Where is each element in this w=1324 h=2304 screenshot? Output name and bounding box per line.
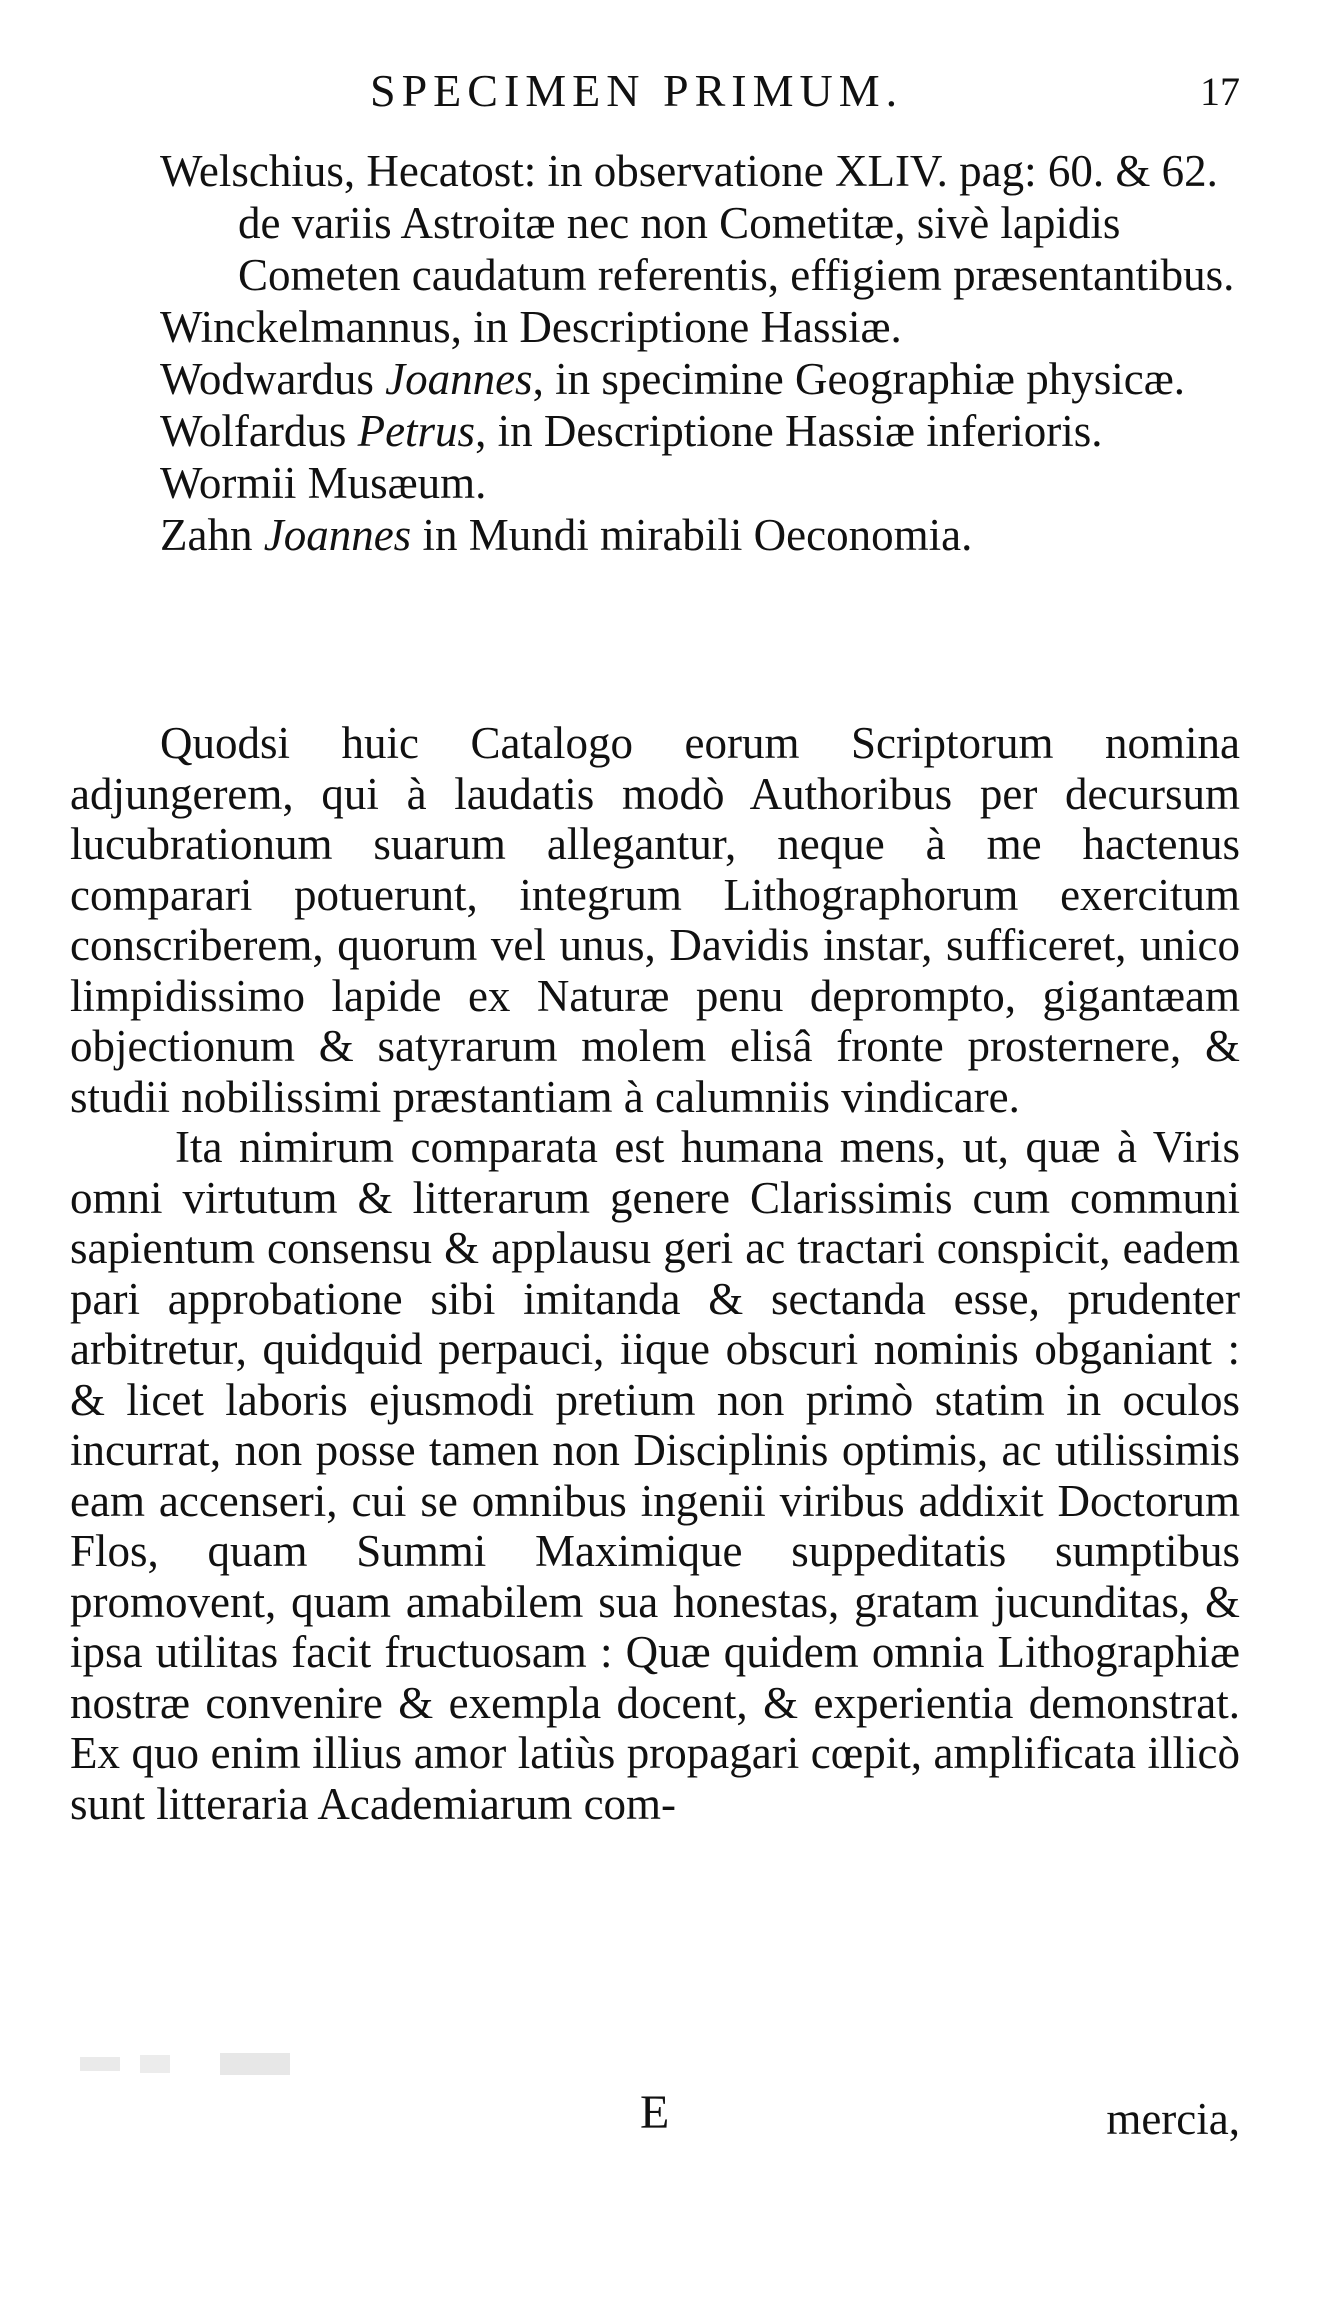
catalog-entry-text: Winckelmannus, in Descriptione Hassiæ. xyxy=(160,302,902,352)
catalog-entry-wodwardus xyxy=(160,353,1240,405)
ink-bleed-through-mark xyxy=(70,2045,310,2085)
paragraph-quodsi: Quodsi huic Catalogo eorum Scriptorum nomina adjungerem, qui à laudatis modò Authoribus per decursum lucubrationum suarum allegantur, neque à me hactenus comparari potuerunt, integrum Lithographorum exercitum conscriberem, quorum vel unus, Davidis instar, sufficeret, unico limpidissimo lapide ex Naturæ penu deprompto, gigantæam objectionum & satyrarum molem elisâ fronte prosternere, & studii nobilissimi præstantiam à calumniis vindicare. xyxy=(70,718,1240,1122)
catchword: mercia, xyxy=(1106,2094,1240,2144)
running-head xyxy=(160,64,1240,124)
catalog-entry-wolfardus xyxy=(160,405,1240,457)
catalog-entry-text: Welschius, Hecatost: in observatione XLIV. pag: 60. & 62. de variis Astroitæ nec non Cometitæ, sivè lapidis Cometen caudatum referentis, effigiem præsentantibus. xyxy=(160,146,1235,300)
running-head-title: SPECIMEN PRIMUM. xyxy=(370,65,904,116)
catalog-entry-text: Wolfardus xyxy=(160,406,358,456)
catalog-entry-text: Wodwardus xyxy=(160,354,386,404)
catalog-entry-text: in Mundi mirabili Oeconomia. xyxy=(411,510,973,560)
signature-mark: E xyxy=(640,2086,670,2139)
body-text xyxy=(70,718,1240,1829)
catalog-entry-welschius xyxy=(160,145,1240,301)
paragraph-ita-nimirum: Ita nimirum comparata est humana mens, ut, quæ à Viris omni virtutum & litterarum genere Clarissimis cum communi sapientum consensu & applausu geri ac tractari conspicit, eadem pari approbatione sibi imitanda & sectanda esse, prudenter arbitretur, quidquid perpauci, iique obscuri nominis obganiant : & licet laboris ejusmodi pretium non primò statim in oculos incurrat, non posse tamen non Disciplinis optimis, ac utilissimis eam accenseri, cui se omnibus ingenii viribus addixit Doctorum Flos, quam Summi Maximique suppeditatis sumptibus promovent, quam amabilem sua honestas, gratam jucunditas, & ipsa utilitas facit fructuosam : Quæ quidem omnia Lithographiæ nostræ convenire & exempla docent, & experientia demonstrat. Ex quo enim illius amor latiùs propagari cœpit, amplificata illicò sunt litteraria Academiarum com- xyxy=(70,1122,1240,1829)
catalog-entry-forename: Joannes xyxy=(263,510,412,560)
page-number: 17 xyxy=(1200,69,1240,114)
catalog-entry-zahn xyxy=(160,509,1240,561)
catalog-entry-winckelmannus xyxy=(160,301,1240,353)
catalog-entry-wormii xyxy=(160,457,1240,509)
catalog-entry-forename: Petrus xyxy=(357,406,476,456)
catalog-entry-text: Zahn xyxy=(160,510,264,560)
catalog-entry-forename: Joannes xyxy=(385,354,533,404)
catalog-entry-text: Wormii Musæum. xyxy=(160,458,487,508)
page-footer xyxy=(70,2085,1240,2145)
catalog-entry-text: , in Descriptione Hassiæ inferioris. xyxy=(475,406,1103,456)
author-catalog xyxy=(160,145,1240,561)
catalog-entry-text: , in specimine Geographiæ physicæ. xyxy=(532,354,1185,404)
